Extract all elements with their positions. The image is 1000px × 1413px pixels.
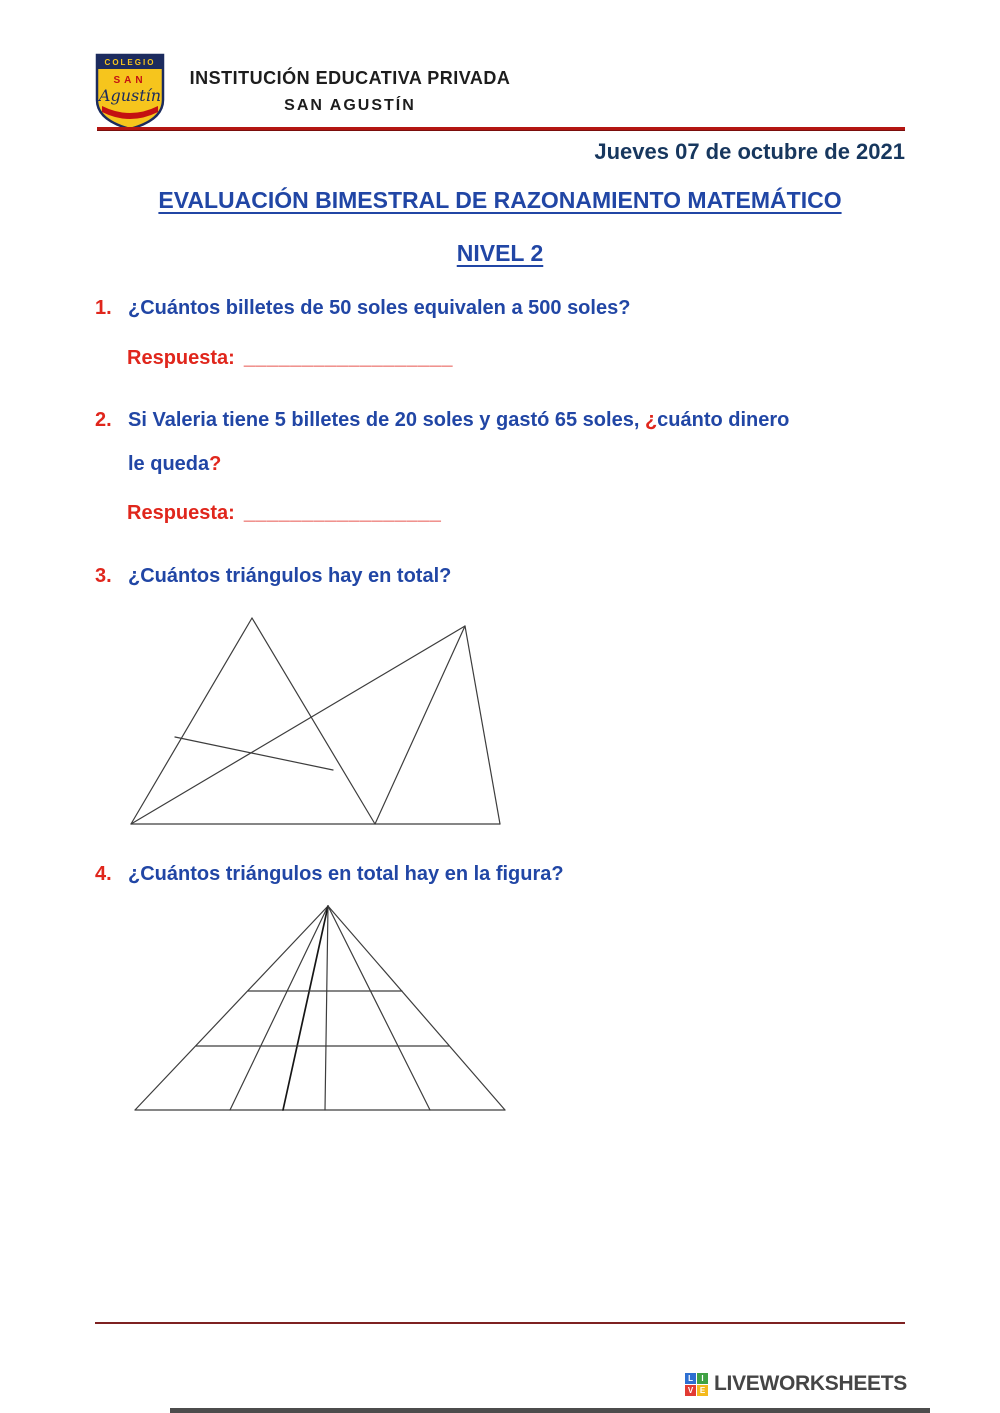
footer-divider (95, 1322, 905, 1324)
logo-agustin-text: Agustín (98, 86, 162, 105)
triangles-figure-q4 (125, 898, 515, 1118)
question-3-text: ¿Cuántos triángulos hay en total? (128, 565, 452, 587)
answer-2-label: Respuesta: (127, 502, 235, 524)
question-2-close-mark: ? (209, 453, 222, 475)
question-2-text-part3: le queda (128, 453, 210, 475)
question-4-number: 4. (95, 863, 112, 885)
question-2-text-part2: cuánto dinero (657, 409, 790, 431)
logo-san-text: SAN (113, 75, 147, 86)
exam-title: EVALUACIÓN BIMESTRAL DE RAZONAMIENTO MATEMÁTICO (158, 187, 842, 213)
answer-line-1 (127, 347, 453, 370)
answer-1-label: Respuesta: (127, 347, 235, 369)
question-3 (95, 554, 925, 598)
question-2-number: 2. (95, 409, 112, 431)
school-name-line2: SAN AGUSTÍN (284, 97, 416, 114)
school-name-line1: INSTITUCIÓN EDUCATIVA PRIVADA (189, 68, 511, 88)
answer-1-blank[interactable]: __________________ (243, 347, 454, 369)
question-1-text: ¿Cuántos billetes de 50 soles equivalen a 500 soles? (128, 297, 631, 319)
exam-level: NIVEL 2 (456, 240, 544, 266)
liveworksheets-wordmark: LIVEWORKSHEETS (714, 1372, 907, 1395)
question-3-number: 3. (95, 565, 112, 587)
header-divider (97, 127, 905, 131)
question-2-open-mark: ¿ (644, 409, 658, 431)
question-1 (95, 286, 925, 330)
question-2 (95, 398, 925, 486)
liveworksheets-brand[interactable] (685, 1372, 907, 1396)
question-4 (95, 852, 925, 896)
page-bottom-edge (170, 1408, 930, 1413)
question-4-text: ¿Cuántos triángulos en total hay en la figura? (128, 863, 564, 885)
triangles-figure-q3 (120, 610, 520, 835)
worksheet-date: Jueves 07 de octubre de 2021 (594, 139, 905, 164)
question-2-text-part1: Si Valeria tiene 5 billetes de 20 soles y gastó 65 soles, (128, 409, 645, 431)
question-1-number: 1. (95, 297, 112, 319)
school-logo (94, 52, 166, 132)
liveworksheets-logo-icon: L I V E (685, 1373, 708, 1396)
answer-line-2 (127, 502, 441, 525)
school-name (175, 68, 525, 115)
answer-2-blank[interactable]: _________________ (243, 502, 442, 524)
logo-colegio-text: COLEGIO (104, 58, 156, 67)
